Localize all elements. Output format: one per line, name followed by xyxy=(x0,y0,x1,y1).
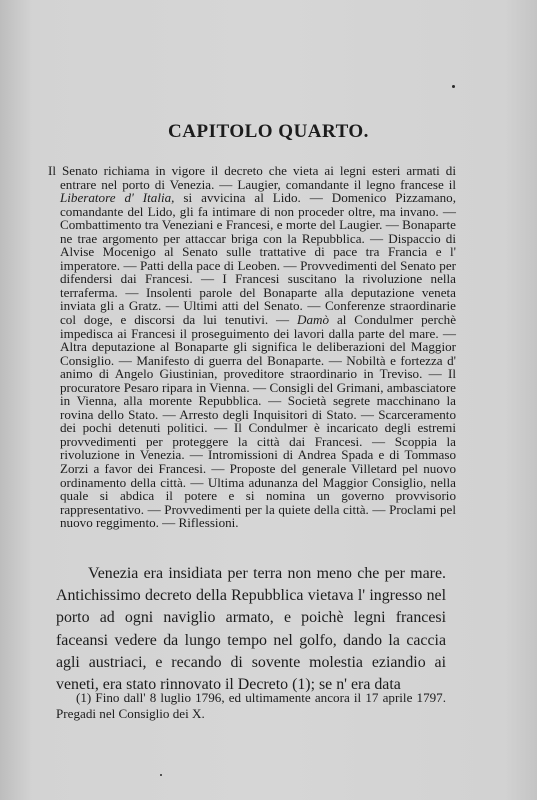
chapter-title: CAPITOLO QUARTO. xyxy=(168,121,369,142)
summary-text: si avvicina al Lido. — Domenico Pizzamano, comandante del Lido, gli fa intimare di non proceder oltre, ma invano. — Combattimento tra Veneziani e Francesi, e morte del Laugier. — Bonaparte ne trae argomento per attaccar briga con la Repubblica. — Dispaccio di Alvise Mocenigo al Senato sulle trattative di pace tra Francia e l' imperatore. — Patti della pace di Leoben. — Provvedimenti del Senato per difendersi dai Francesi. — I Francesi suscitano la rivoluzione nella terraferma. — Insolenti parole del Bonaparte alla deputazione veneta inviata gli a Gratz. — Ultimi atti del Senato. — Conferenze straordinarie col doge, e discorsi da lui tenutivi. — xyxy=(60,190,457,328)
summary-text: al Condulmer perchè impedisca ai Francesi il proseguimento dei lavori dalla parte del mare. — Altra deputazione al Bonaparte gli significa le deliberazioni del Maggior Consiglio. — Manifesto di guerra del Bonaparte. — Nobiltà e fortezza d' animo di Angelo Giustinian, proveditore straordinario in Treviso. — Il procuratore Pesaro ripara in Vienna. — Consigli del Grimani, ambasciatore in Vienna, alla morente Repubblica. — Società segrete macchinano la rovina dello Stato. — Arresto degli Inquisitori di Stato. — Scarceramento dei pochi detenuti politici. — Il Condulmer è incaricato degli estremi provvedimenti per proteggere la città dai Francesi. — Scoppia la rivoluzione in Venezia. — Intromissioni di Andrea Spada e di Tommaso Zorzi a favor dei Francesi. — Proposte del generale Villetard pel nuovo ordinamento della città. — Ultima adunanza del Maggior Consiglio, nella quale si abdica il potere e si nomina un governo provvisorio rappresentativo. — Provvedimenti per la quiete della città. — Proclami pel nuovo reggimento. — Riflessioni. xyxy=(60,312,457,531)
chapter-summary xyxy=(48,164,456,530)
summary-text: Il Senato richiama in vigore il decreto che vieta ai legni esteri armati di entrare nel porto di Venezia. — Laugier, comandante il legno francese il xyxy=(48,163,456,192)
footnote: (1) Fino dall' 8 luglio 1796, ed ultimamente ancora il 17 aprile 1797. Pregadi nel Consiglio dei X. xyxy=(56,690,446,721)
body-paragraph: Venezia era insidiata per terra non meno che per mare. Antichissimo decreto della Repubblica vietava l' ingresso nel porto ad ogni naviglio armato, e poichè legni francesi faceansi vedere da lungo tempo nel golfo, dando la caccia agli austriaci, e recando di sovente molestia eziandio ai veneti, era stato rinnovato il Decreto (1); se n' era data xyxy=(56,565,446,694)
ink-speck xyxy=(452,85,455,88)
summary-italic: Liberatore d' Italia, xyxy=(60,190,175,206)
ink-speck xyxy=(160,774,162,776)
summary-italic: Damò xyxy=(297,312,330,328)
